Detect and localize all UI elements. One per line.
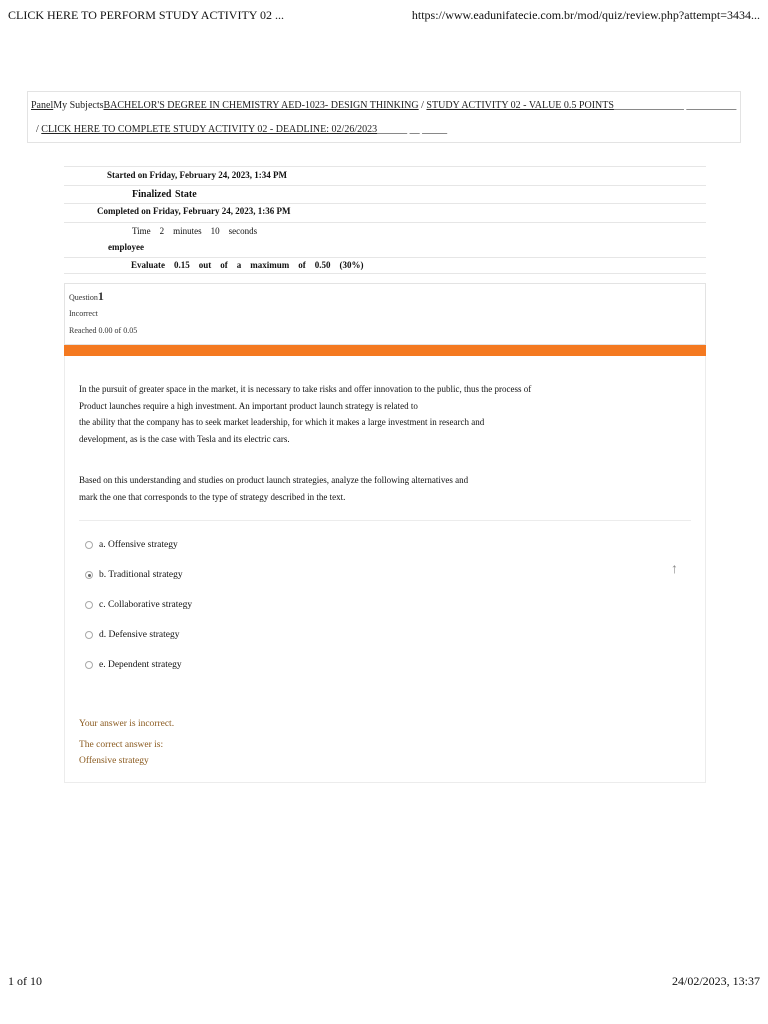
answer-label: c. Collaborative strategy	[99, 600, 193, 610]
evaluate-text: Evaluate 0.15 out of a maximum of 0.50 (30%)	[131, 260, 364, 270]
answer-option-a[interactable]	[85, 530, 192, 560]
breadcrumb	[27, 91, 741, 143]
breadcrumb-quiz-link[interactable]: CLICK HERE TO COMPLETE STUDY ACTIVITY 02 - DEADLINE: 02/26/2023	[41, 124, 378, 135]
divider	[79, 520, 691, 521]
summary-row-started	[64, 166, 706, 185]
question-text-line: Based on this understanding and studies on product launch strategies, analyze the following alternatives and	[79, 475, 469, 485]
answer-option-e[interactable]	[85, 650, 192, 680]
attempt-summary-table	[64, 166, 706, 274]
up-arrow-icon[interactable]: ↑	[671, 562, 678, 577]
question-state: Incorrect	[69, 309, 98, 318]
radio-button[interactable]	[85, 631, 93, 639]
breadcrumb-separator-2: /	[36, 124, 42, 135]
started-on-text: Started on Friday, February 24, 2023, 1:34 PM	[107, 170, 287, 180]
summary-row-time	[64, 222, 706, 257]
answer-option-c[interactable]	[85, 590, 192, 620]
question-text-line: Product launches require a high investment. An important product launch strategy is related to	[79, 400, 418, 411]
question-grade: Reached 0.00 of 0.05	[69, 326, 138, 335]
breadcrumb-activity-link[interactable]: STUDY ACTIVITY 02 - VALUE 0.5 POINTS	[426, 100, 614, 111]
question-text-line: the ability that the company has to seek market leadership, for which it makes a large investment in research and	[79, 417, 485, 427]
answer-label: b. Traditional strategy	[99, 570, 183, 580]
time-taken-value: Time 2 minutes 10 seconds	[132, 226, 258, 236]
answer-feedback	[79, 716, 174, 769]
state-label: Finalized	[132, 189, 172, 200]
radio-button[interactable]	[85, 601, 93, 609]
feedback-correct-label: The correct answer is:	[79, 740, 164, 750]
answer-label: d. Defensive strategy	[99, 630, 180, 640]
question-label: Question	[69, 293, 98, 302]
summary-row-grade	[64, 257, 706, 274]
completed-on-text: Completed on Friday, February 24, 2023, 1:36 PM	[97, 206, 291, 216]
question-info-box	[64, 283, 706, 345]
answer-option-b[interactable]	[85, 560, 192, 590]
question-number-value: 1	[97, 289, 104, 303]
question-number	[69, 289, 104, 304]
radio-button[interactable]	[85, 541, 93, 549]
breadcrumb-quiz-fill: ______ __ _____	[377, 124, 448, 135]
breadcrumb-course-link[interactable]: BACHELOR'S DEGREE IN CHEMISTRY AED-1023- DESIGN THINKING	[103, 100, 419, 111]
feedback-correct-answer: Offensive strategy	[79, 756, 149, 766]
answer-label: e. Dependent strategy	[99, 660, 182, 670]
summary-row-completed	[64, 203, 706, 222]
answer-option-d[interactable]	[85, 620, 192, 650]
answer-options	[85, 538, 192, 688]
question-text-line: mark the one that corresponds to the type of strategy described in the text.	[79, 491, 346, 502]
breadcrumb-activity-fill: ______________ __________	[613, 100, 737, 111]
question-text	[79, 381, 599, 505]
time-taken-label: employee	[108, 242, 144, 252]
page-counter: 1 of 10	[8, 974, 42, 988]
state-value: State	[175, 189, 197, 200]
question-accent-bar	[64, 345, 706, 356]
question-text-line: In the pursuit of greater space in the market, it is necessary to take risks and offer innovation to the public, thus the process of	[79, 384, 532, 394]
print-page-title: CLICK HERE TO PERFORM STUDY ACTIVITY 02 ...	[8, 8, 285, 22]
breadcrumb-my-subjects[interactable]: My Subjects	[53, 100, 104, 111]
print-timestamp: 24/02/2023, 13:37	[671, 974, 760, 988]
summary-row-state	[64, 185, 706, 203]
feedback-incorrect: Your answer is incorrect.	[79, 719, 175, 729]
print-page-url: https://www.eadunifatecie.com.br/mod/quiz/review.php?attempt=3434...	[411, 8, 760, 22]
question-content	[64, 356, 706, 783]
breadcrumb-panel-link[interactable]: Panel	[31, 100, 54, 111]
radio-button[interactable]	[85, 661, 93, 669]
print-header	[8, 8, 760, 26]
answer-label: a. Offensive strategy	[99, 540, 178, 550]
question-text-line: development, as is the case with Tesla and its electric cars.	[79, 433, 290, 444]
radio-button-checked[interactable]	[85, 571, 93, 579]
breadcrumb-separator: /	[418, 100, 427, 111]
